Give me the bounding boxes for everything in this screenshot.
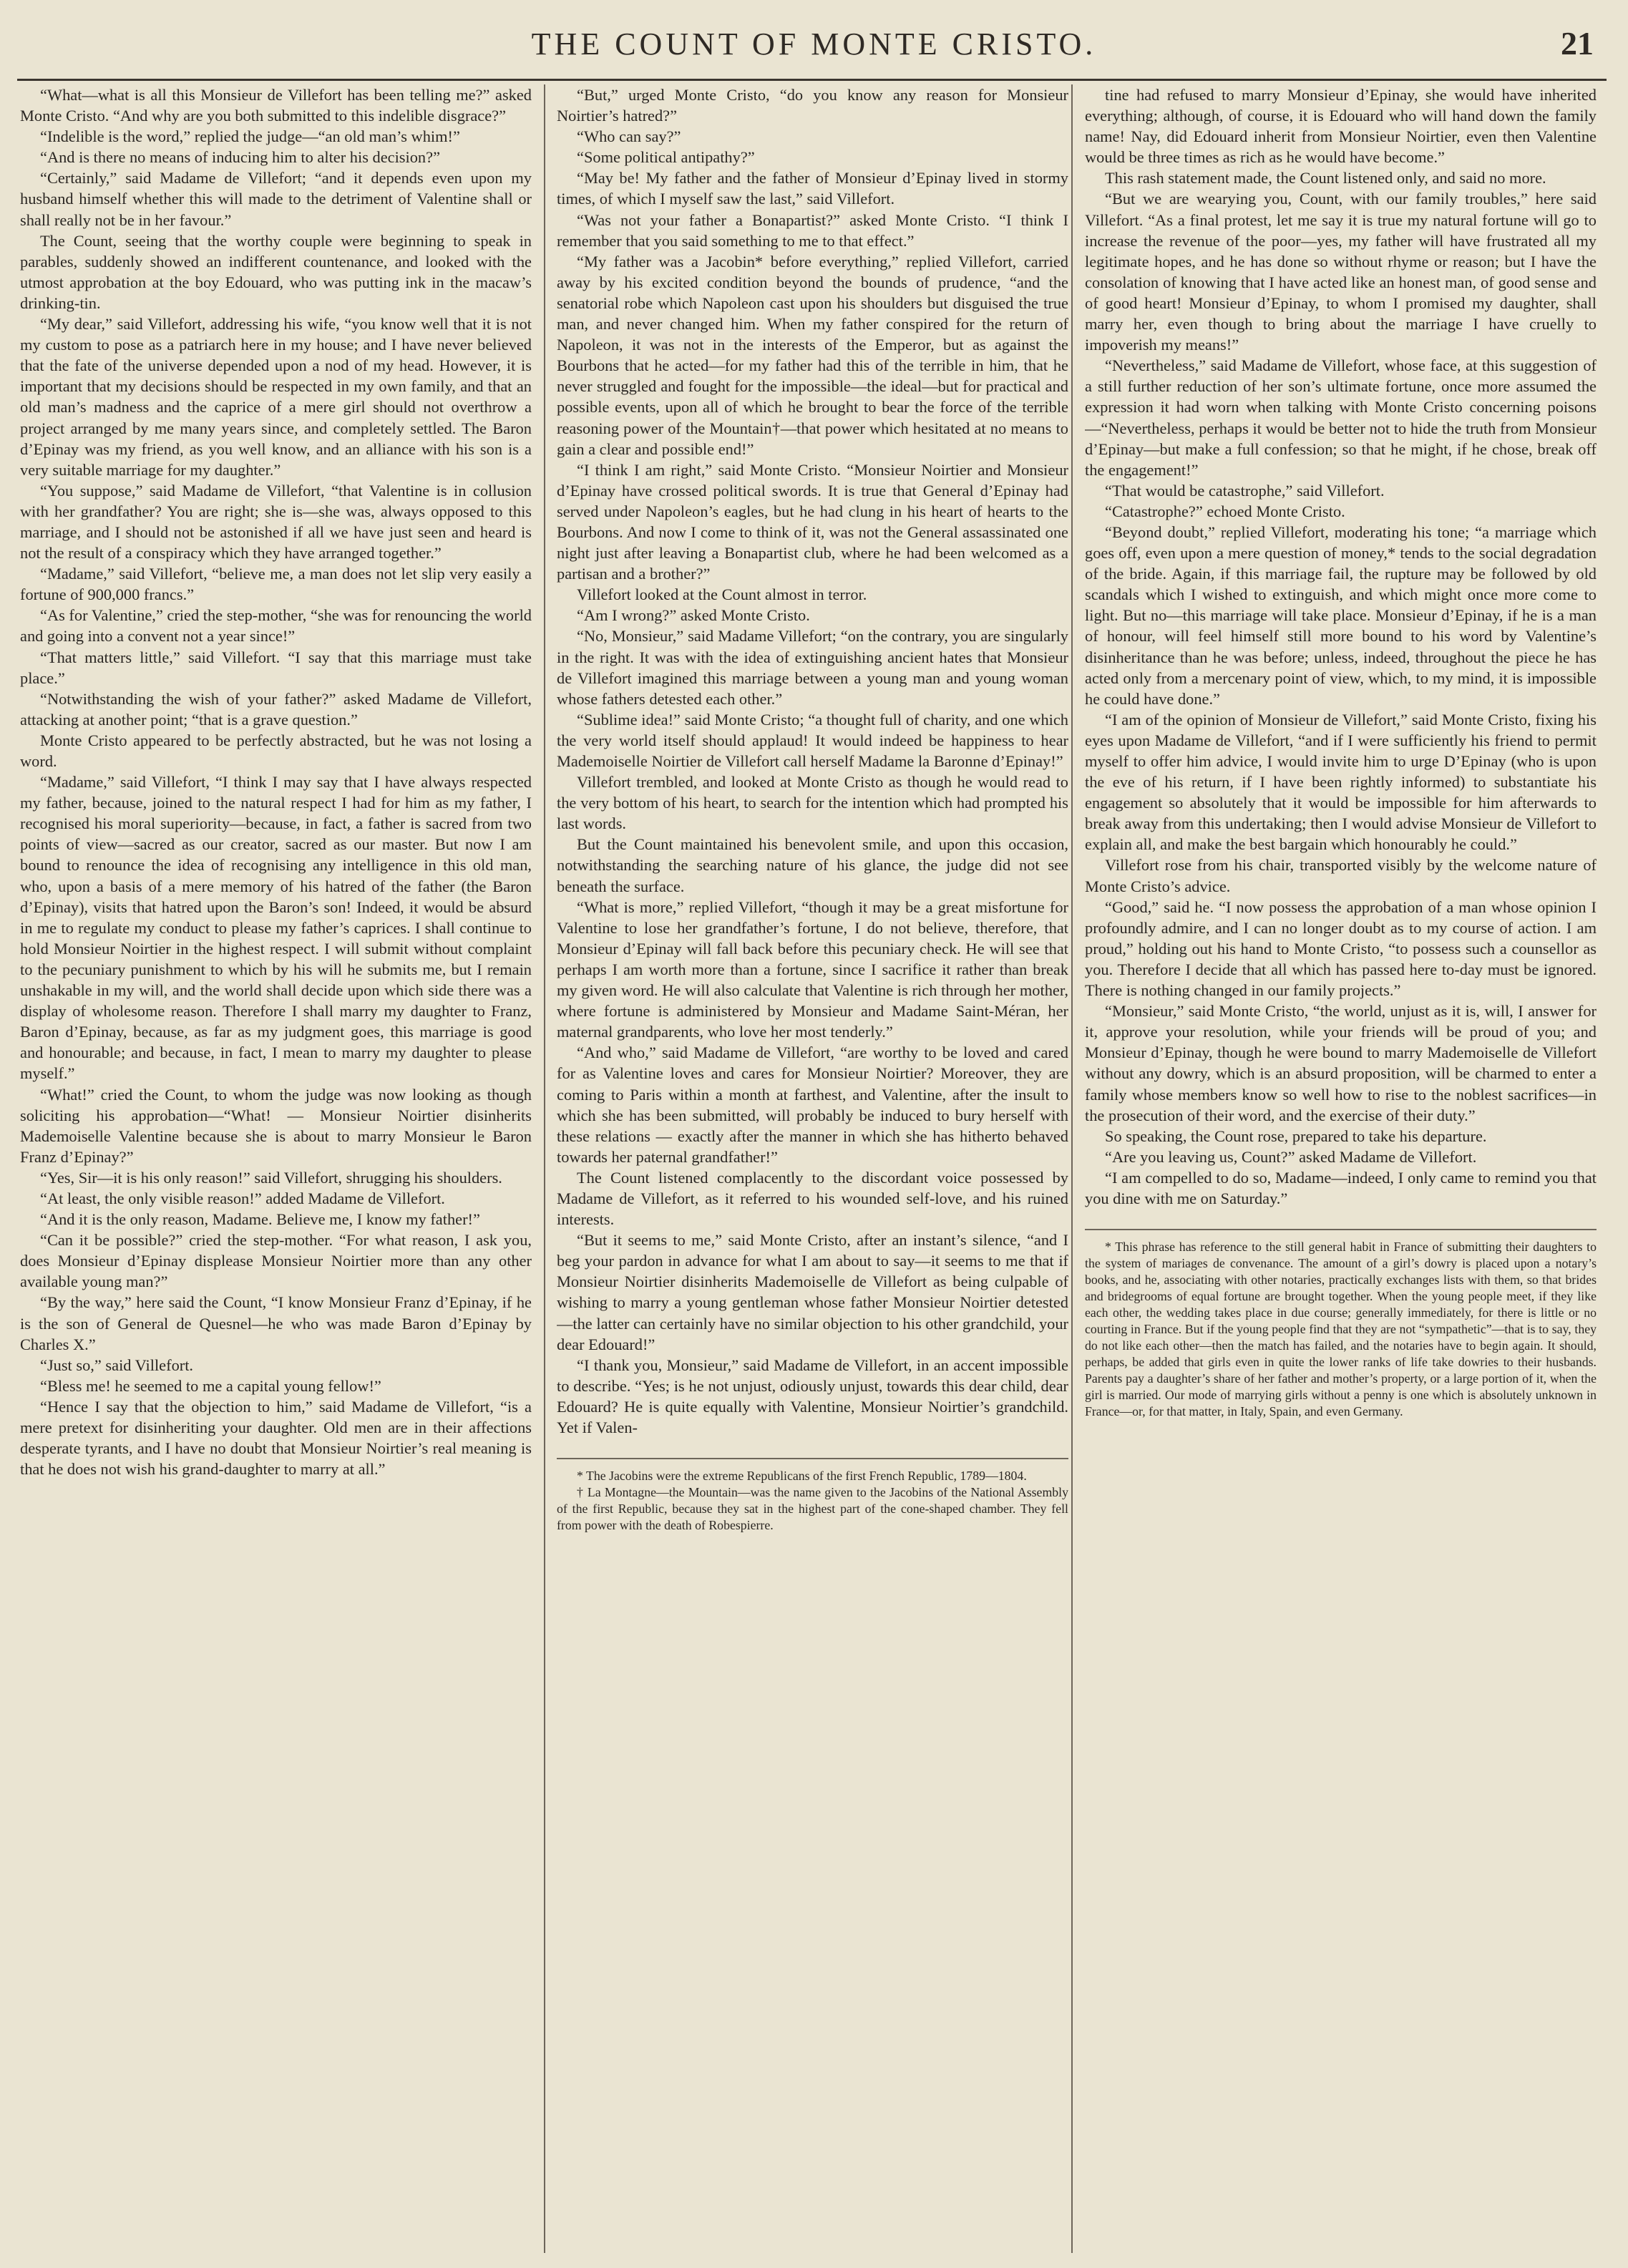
column-divider bbox=[1071, 84, 1073, 2253]
paragraph: Villefort rose from his chair, transported visibly by the welcome nature of Monte Cristo’s advice. bbox=[1085, 856, 1597, 895]
footnote: † La Montagne—the Mountain—was the name given to the Jacobins of the National Assembly of the first Republic, because they sat in the highest part of the cone-shaped chamber. They fell from power with the death of Robespierre. bbox=[557, 1485, 1068, 1533]
footnotes bbox=[557, 1458, 1068, 1534]
paragraph: “Catastrophe?” echoed Monte Cristo. bbox=[1105, 502, 1345, 520]
paragraph: “By the way,” here said the Count, “I know Monsieur Franz d’Epinay, if he is the son of General de Quesnel—he who was made Baron d’Epinay by Charles X.” bbox=[20, 1293, 532, 1353]
paragraph: Monte Cristo appeared to be perfectly abstracted, but he was not losing a word. bbox=[20, 731, 532, 770]
paragraph: “My dear,” said Villefort, addressing his wife, “you know well that it is not my custom to pose as a patriarch here in my house; and I have never believed that the fate of the universe depended upon a nod of my head. However, it is important that my decisions should be respected in my own family, and that an old man’s madness and the caprice of a mere girl should not overthrow a project arranged by me many years since, and completely settled. The Baron d’Epinay was my friend, as you well know, and an alliance with his son is a very suitable marriage for my daughter.” bbox=[20, 315, 532, 479]
paragraph: “What!” cried the Count, to whom the judge was now looking as though soliciting his approbation—“What! — Monsieur Noirtier disinherits Mademoiselle Valentine because she is about to marry Monsieur le Baron Franz d’Epinay?” bbox=[20, 1085, 532, 1166]
paragraph: “Was not your father a Bonapartist?” asked Monte Cristo. “I think I remember that you said something to me to that effect.” bbox=[557, 210, 1068, 250]
paragraph: “I think I am right,” said Monte Cristo. “Monsieur Noirtier and Monsieur d’Epinay have crossed political swords. It is true that General d’Epinay had served under Napoleon’s eagles, but he had clung in his heart of hearts to the Bourbons. And now I come to think of it, was not the General assassinated one night just after leaving a Bonapartist club, where he had been welcomed as a partisan and a brother?” bbox=[557, 460, 1068, 583]
paragraph: “My father was a Jacobin* before everything,” replied Villefort, carried away by his excited condition beyond the bounds of prudence, “and the senatorial robe which Napoleon cast upon his shoulders but disguised the true man, and never changed him. When my father conspired for the return of Napoleon, it was not in the interests of the Emperor, but as against the Bourbons that he acted—for my father had this of the terrible in him, that he never struggled and fought for the impossible—the ideal—but for practical and possible events, upon all of which he brought to bear the force of the terrible reasoning power of the Mountain†—that power which hesitated at no means to gain a clear and possible end!” bbox=[557, 252, 1068, 458]
paragraph: “Sublime idea!” said Monte Cristo; “a thought full of charity, and one which the very world itself should applaud! It would indeed be happiness to hear Mademoiselle Noirtier de Villefort call herself Madame la Baronne d’Epinay!” bbox=[557, 710, 1068, 770]
paragraph: “I am compelled to do so, Madame—indeed, I only came to remind you that you dine with me on Saturday.” bbox=[1085, 1168, 1597, 1207]
paragraph: “Some political antipathy?” bbox=[577, 148, 755, 167]
paragraph: “Beyond doubt,” replied Villefort, moderating his tone; “a marriage which goes off, even upon a mere question of money,* tends to the social degradation of the bride. Again, if this marriage fail, the rupture may be followed by old scandals which I wished to extinguish, and which might once more come to light. But no—this marriage will take place. Monsieur d’Epinay, if he is a man of honour, will feel himself still more bound to his word by Valentine’s disinheritance than he was before; unless, indeed, throughout the piece he has acted only from a mercenary point of view, which, to my mind, it is impossible he could have done.” bbox=[1085, 522, 1597, 708]
page-number: 21 bbox=[1561, 25, 1594, 62]
paragraph: “Just so,” said Villefort. bbox=[40, 1356, 194, 1374]
paragraph: “But it seems to me,” said Monte Cristo, after an instant’s silence, “and I beg your pardon in advance for what I am about to say—it seems to me that if Monsieur Noirtier disinherits Mademoiselle de Villefort as being culpable of wishing to marry a young gentleman whose father Monsieur Noirtier detested—the latter can certainly have no similar objection to his other grandchild, your dear Edouard!” bbox=[557, 1231, 1068, 1353]
paragraph: “No, Monsieur,” said Madame Villefort; “on the contrary, you are singularly in the right. It was with the idea of extinguishing ancient hates that Monsieur de Villefort imagined this marriage between a young man and young woman whose fathers detested each other.” bbox=[557, 627, 1068, 708]
paragraph: “Monsieur,” said Monte Cristo, “the world, unjust as it is, will, I answer for it, approve your resolution, while your friends will be proud of you; and Monsieur d’Epinay, though he were bound to marry Mademoiselle de Villefort without any dowry, which is an absurd proposition, will be charmed to enter a family whose members know so well how to rise to the noblest sacrifices—in the prosecution of their word, and the exercise of their duty.” bbox=[1085, 1002, 1597, 1124]
paragraph: Villefort trembled, and looked at Monte Cristo as though he would read to the very bottom of his heart, to search for the intention which had prompted his last words. bbox=[557, 773, 1068, 833]
paragraph: “I am of the opinion of Monsieur de Villefort,” said Monte Cristo, fixing his eyes upon Madame de Villefort, “and if I were sufficiently his friend to permit myself to offer him advice, I would invite him to urge D’Epinay (who is upon the eve of his return, if I have been rightly informed) to substantiate his engagement so absolutely that it would be impossible for him afterwards to break away from this undertaking; then I would advise Monsieur de Villefort to explain all, and make the best bargain which honourably he could.” bbox=[1085, 710, 1597, 854]
paragraph: The Count listened complacently to the discordant voice possessed by Madame de Villefort, as it referred to his wounded self-love, and his ruined interests. bbox=[557, 1168, 1068, 1229]
paragraph: “Notwithstanding the wish of your father?” asked Madame de Villefort, attacking at another point; “that is a grave question.” bbox=[20, 689, 532, 729]
paragraph: “And is there no means of inducing him to alter his decision?” bbox=[40, 148, 441, 167]
footnotes bbox=[1085, 1229, 1597, 1420]
paragraph: “But we are wearying you, Count, with our family troubles,” here said Villefort. “As a final protest, let me say it is true my natural fortune will go to increase the revenue of the poor—yes, my father will have frustrated all my legitimate hopes, and he has done so without rhyme or reason; but I have the consolation of knowing that I have acted like an honest man, of good sense and of good heart! Monsieur d’Epinay, to whom I promised my daughter, shall marry her, even though to bring about the marriage I have cruelly to impoverish my means!” bbox=[1085, 190, 1597, 354]
paragraph: tine had refused to marry Monsieur d’Epinay, she would have inherited everything; although, of course, it is Edouard who will hand down the family name! Nay, did Edouard inherit from Monsieur Noirtier, even then Valentine would be three times as rich as he would have become.” bbox=[1085, 86, 1597, 167]
paragraph: “As for Valentine,” cried the step-mother, “she was for renouncing the world and going into a convent not a year since!” bbox=[20, 606, 532, 646]
paragraph: “Certainly,” said Madame de Villefort; “and it depends even upon my husband himself whether this will made to the detriment of Valentine shall or shall really not be in her favour.” bbox=[20, 169, 532, 229]
paragraph: “That matters little,” said Villefort. “I say that this marriage must take place.” bbox=[20, 648, 532, 687]
paragraph: “You suppose,” said Madame de Villefort, “that Valentine is in collusion with her grandfather? You are right; she is—she was, always opposed to this marriage, and I should not be astonished if all we have just seen and heard is not the result of a conspiracy which they have arranged together.” bbox=[20, 481, 532, 563]
paragraph: So speaking, the Count rose, prepared to take his departure. bbox=[1105, 1126, 1487, 1145]
paragraph: “Bless me! he seemed to me a capital young fellow!” bbox=[40, 1376, 381, 1395]
paragraph: “But,” urged Monte Cristo, “do you know any reason for Monsieur Noirtier’s hatred?” bbox=[557, 86, 1068, 125]
header-rule bbox=[17, 79, 1607, 81]
paragraph: “May be! My father and the father of Monsieur d’Epinay lived in stormy times, of which I myself saw the last,” said Villefort. bbox=[557, 169, 1068, 208]
paragraph: “Good,” said he. “I now possess the approbation of a man whose opinion I profoundly admire, and I can no longer doubt as to my course of action. I am proud,” holding out his hand to Monte Cristo, “to possess such a counsellor as you. Therefore I decide that all which has passed here to-day must be ignored. There is nothing changed in our family projects.” bbox=[1085, 897, 1597, 1000]
paragraph: “Are you leaving us, Count?” asked Madame de Villefort. bbox=[1105, 1147, 1477, 1166]
footnote: * The Jacobins were the extreme Republicans of the first French Republic, 1789—1804. bbox=[577, 1469, 1027, 1484]
paragraph: “Hence I say that the objection to him,” said Madame de Villefort, “is a mere pretext for disinheriting your daughter. Old men are in their affections desperate tyrants, and I have no doubt that Monsieur Noirtier’s real meaning is that he does not wish his grand-daughter to marry at all.” bbox=[20, 1397, 532, 1479]
paragraph: “And it is the only reason, Madame. Believe me, I know my father!” bbox=[40, 1210, 480, 1229]
paragraph: “At least, the only visible reason!” added Madame de Villefort. bbox=[40, 1189, 445, 1207]
paragraph: “Can it be possible?” cried the step-mother. “For what reason, I ask you, does Monsieur d’Epinay displease Monsieur Noirtier more than any other available young man?” bbox=[20, 1231, 532, 1291]
paragraph: But the Count maintained his benevolent smile, and upon this occasion, notwithstanding the searching nature of his glance, the judge did not see beneath the surface. bbox=[557, 835, 1068, 895]
paragraph: “What—what is all this Monsieur de Villefort has been telling me?” asked Monte Cristo. “And why are you both submitted to this indelible disgrace?” bbox=[20, 86, 532, 125]
running-title: THE COUNT OF MONTE CRISTO. bbox=[531, 26, 1097, 62]
paragraph: “Madame,” said Villefort, “I think I may say that I have always respected my father, because, joined to the natural respect I had for him as my father, I recognised his moral superiority—because, in fact, a father is sacred from two points of view—sacred as our creator, sacred as our master. But now I am bound to renounce the idea of recognising any intelligence in this old man, who, upon a basis of a mere memory of his hatred of the father (the Baron d’Epinay), visits that hatred upon the Baron’s son! Indeed, it would be absurd in me to regulate my conduct to please my father’s caprices. I shall continue to hold Monsieur Noirtier in the highest respect. I will submit without complaint to the pecuniary punishment to which by his will he submits me, but I remain unshakable in my will, and the world shall decide upon which side there was a display of wholesome reason. Therefore I shall marry my daughter to Franz, Baron d’Epinay, because, as far as my judgment goes, this marriage is good and honourable; and because, in fact, I mean to marry my daughter to please myself.” bbox=[20, 773, 532, 1083]
paragraph: “Indelible is the word,” replied the judge—“an old man’s whim!” bbox=[40, 127, 460, 146]
text-column-left bbox=[20, 84, 532, 2246]
paragraph: “Nevertheless,” said Madame de Villefort, whose face, at this suggestion of a still further reduction of her son’s ultimate fortune, once more assumed the expression it had worn when talking with Monte Cristo concerning poisons—“Nevertheless, perhaps it would be better not to hide the truth from Monsieur d’Epinay—but make a full confession; so that he might, if he chose, break off the engagement!” bbox=[1085, 356, 1597, 479]
paragraph: “Yes, Sir—it is his only reason!” said Villefort, shrugging his shoulders. bbox=[40, 1168, 502, 1187]
paragraph: “What is more,” replied Villefort, “though it may be a great misfortune for Valentine to lose her grandfather’s fortune, I do not believe, therefore, that Monsieur d’Epinay will fall back before this pecuniary check. He will see that perhaps I am worth more than a fortune, since I sacrifice it rather than break my given word. He will also calculate that Valentine is rich through her mother, where fortune is administered by Monsieur and Madame Saint-Méran, her maternal grandparents, who love her most tenderly.” bbox=[557, 897, 1068, 1041]
page-header bbox=[0, 21, 1628, 72]
paragraph: This rash statement made, the Count listened only, and said no more. bbox=[1105, 169, 1546, 188]
paragraph: “Madame,” said Villefort, “believe me, a man does not let slip very easily a fortune of 900,000 francs.” bbox=[20, 565, 532, 604]
footnote: * This phrase has reference to the still general habit in France of submitting their daughters to the system of mariages de convenance. The amount of a girl’s dowry is placed upon a notary’s books, and he, associating with other notaries, practically exchanges lists with them, so that brides and bridegrooms of equal fortune are brought together. When the young people meet, if they like each other, the wedding takes place in due course; generally immediately, for there is little or no courting in France. But if the young people find that they are not “sympathetic”—that is to say, they do not like each other—then the match has failed, and the notaries have to begin again. It should, perhaps, be added that girls even in quite the lower ranks of life take dowries to their husbands. Parents pay a daughter’s share of her father and mother’s property, or a large portion of it, when the girl is married. Our mode of marrying girls without a penny is one which is absolutely unknown in France—or, for that matter, in Italy, Spain, and even Germany. bbox=[1085, 1240, 1597, 1419]
paragraph: “I thank you, Monsieur,” said Madame de Villefort, in an accent impossible to describe. “Yes; is he not unjust, odiously unjust, towards this dear child, dear Edouard? He is quite equally with Valentine, Monsieur Noirtier’s grandchild. Yet if Valen- bbox=[557, 1356, 1068, 1436]
text-column-right bbox=[1085, 84, 1597, 2246]
paragraph: “And who,” said Madame de Villefort, “are worthy to be loved and cared for as Valentine loves and cares for Monsieur Noirtier? Moreover, they are coming to Paris within a month at farthest, and Valentine, after the insult to which she has been submitted, will probably be induced to bury herself with these relations — exactly after the manner in which she has hitherto behaved towards her paternal grandfather!” bbox=[557, 1043, 1068, 1166]
column-divider bbox=[544, 84, 545, 2253]
text-column-middle bbox=[557, 84, 1068, 2246]
paragraph: “Am I wrong?” asked Monte Cristo. bbox=[577, 606, 810, 625]
paragraph: “That would be catastrophe,” said Villefort. bbox=[1105, 481, 1385, 500]
paragraph: “Who can say?” bbox=[577, 127, 681, 146]
paragraph: Villefort looked at the Count almost in terror. bbox=[577, 585, 867, 604]
paragraph: The Count, seeing that the worthy couple were beginning to speak in parables, suddenly showed an indifferent countenance, and looked with the utmost approbation at the boy Edouard, who was putting ink in the macaw’s drinking-tin. bbox=[20, 231, 532, 312]
